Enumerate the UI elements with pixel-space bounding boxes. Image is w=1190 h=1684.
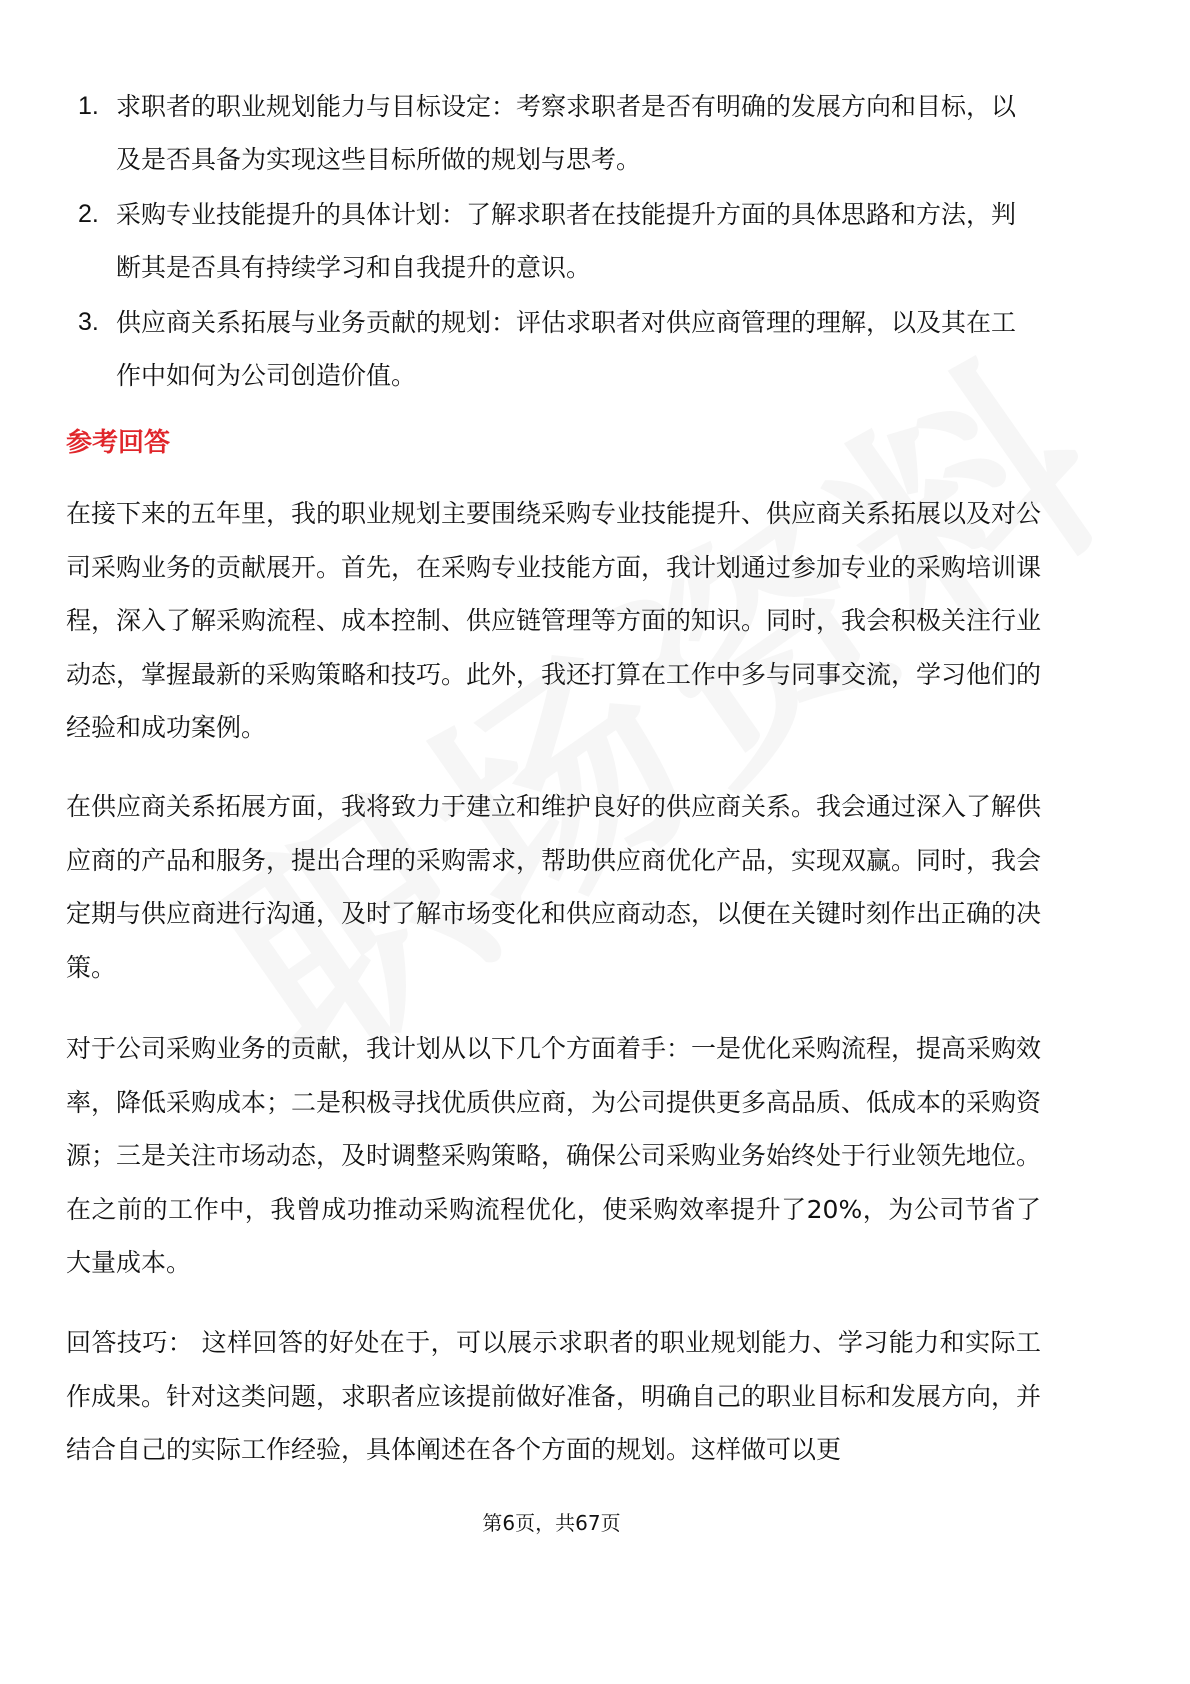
list-item-number: 3.: [78, 308, 99, 336]
page-indicator: 第6页，共67页: [482, 1511, 621, 1535]
list-item: [78, 296, 1038, 402]
answer-paragraph: 在供应商关系拓展方面，我将致力于建立和维护良好的供应商关系。我会通过深入了解供应商的产品和服务，提出合理的采购需求，帮助供应商优化产品，实现双赢。同时，我会定期与供应商进行沟通，及时了解市场变化和供应商动态，以便在关键时刻作出正确的决策。: [66, 792, 1042, 982]
list-item-text: 求职者的职业规划能力与目标设定：考察求职者是否有明确的发展方向和目标，以及是否具备为实现这些目标所做的规划与思考。: [116, 92, 1017, 174]
list-item: [78, 80, 1038, 186]
list-item-number: 1.: [78, 92, 99, 120]
list-item-text: 供应商关系拓展与业务贡献的规划：评估求职者对供应商管理的理解，以及其在工作中如何为公司创造价值。: [116, 308, 1017, 390]
list-item-number: 2.: [78, 200, 99, 228]
answer-tips-paragraph: 回答技巧： 这样回答的好处在于，可以展示求职者的职业规划能力、学习能力和实际工作成果。针对这类问题，求职者应该提前做好准备，明确自己的职业目标和发展方向，并结合自己的实际工作经验，具体阐述在各个方面的规划。这样做可以更: [66, 1328, 1042, 1464]
evaluation-criteria-list: [78, 80, 1038, 404]
answer-paragraph: 对于公司采购业务的贡献，我计划从以下几个方面着手：一是优化采购流程，提高采购效率，降低采购成本；二是积极寻找优质供应商，为公司提供更多高品质、低成本的采购资源；三是关注市场动态，及时调整采购策略，确保公司采购业务始终处于行业领先地位。在之前的工作中，我曾成功推动采购流程优化，使采购效率提升了20%，为公司节省了大量成本。: [66, 1034, 1042, 1277]
list-item-text: 采购专业技能提升的具体计划：了解求职者在技能提升方面的具体思路和方法，判断其是否具有持续学习和自我提升的意识。: [116, 200, 1017, 282]
list-item: [78, 188, 1038, 294]
answer-paragraph: 在接下来的五年里，我的职业规划主要围绕采购专业技能提升、供应商关系拓展以及对公司采购业务的贡献展开。首先，在采购专业技能方面，我计划通过参加专业的采购培训课程，深入了解采购流程、成本控制、供应链管理等方面的知识。同时，我会积极关注行业动态，掌握最新的采购策略和技巧。此外，我还打算在工作中多与同事交流，学习他们的经验和成功案例。: [66, 499, 1042, 742]
reference-answer-heading: 参考回答: [66, 428, 171, 458]
